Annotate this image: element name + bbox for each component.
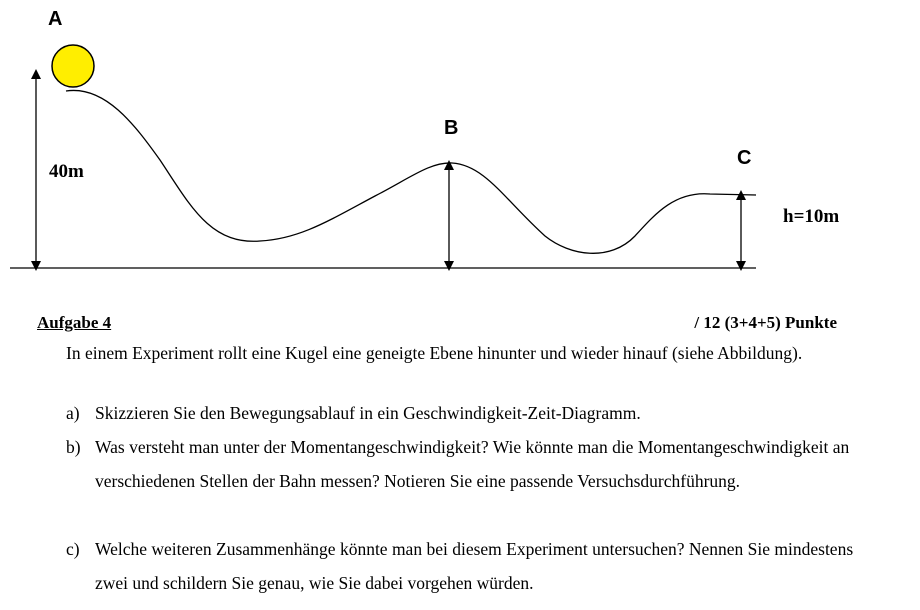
item-marker: c) bbox=[66, 539, 80, 559]
track-curve bbox=[66, 90, 756, 253]
item-marker: b) bbox=[66, 437, 81, 457]
item-text: Welche weiteren Zusammenhänge könnte man bei diesem Experiment untersuchen? Nennen Sie mindestens zwei und schildern Sie genau, wie Sie dabei vorgehen würden. bbox=[95, 539, 854, 593]
item-marker: a) bbox=[66, 403, 80, 423]
task-item-b bbox=[66, 430, 886, 498]
item-text: Was versteht man unter der Momentangeschwindigkeit? Wie könnte man die Momentangeschwindigkeit an verschiedenen Stellen der Bahn messen? Notieren Sie eine passende Versuchsdurchführung. bbox=[95, 437, 850, 491]
task-title: Aufgabe 4 bbox=[37, 313, 112, 332]
task-item-a bbox=[66, 396, 886, 430]
task-intro: In einem Experiment rollt eine Kugel eine geneigte Ebene hinunter und wieder hinauf (siehe Abbildung). bbox=[66, 343, 803, 363]
height-label-end: h=10m bbox=[783, 206, 840, 227]
ball bbox=[52, 45, 94, 87]
point-label-b: B bbox=[444, 117, 459, 139]
height-label-start: 40m bbox=[49, 161, 84, 182]
item-text: Skizzieren Sie den Bewegungsablauf in ein Geschwindigkeit-Zeit-Diagramm. bbox=[95, 403, 641, 423]
track-figure bbox=[0, 0, 920, 290]
point-label-c: C bbox=[737, 147, 752, 169]
task-points: / 12 (3+4+5) Punkte bbox=[694, 313, 837, 332]
task-header bbox=[37, 313, 837, 337]
point-label-a: A bbox=[48, 8, 63, 30]
task-item-c bbox=[66, 532, 886, 600]
